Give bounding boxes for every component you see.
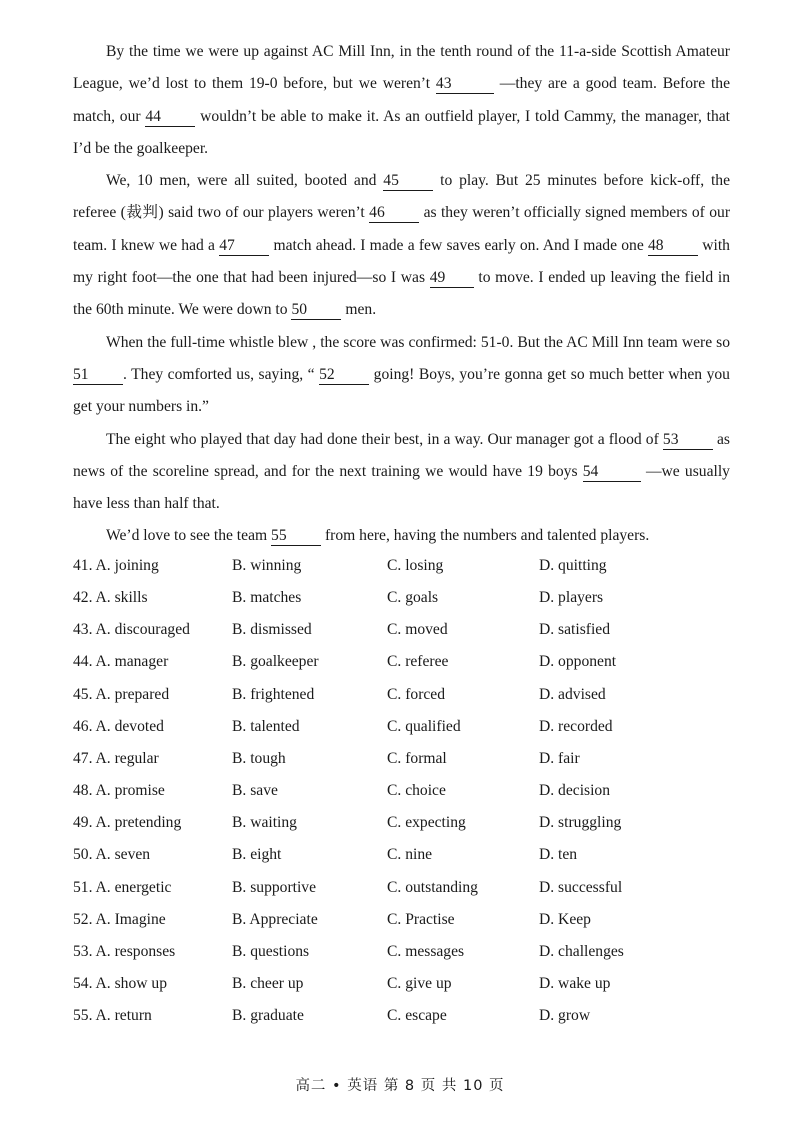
text-segment: The eight who played that day had done their best, in a way. Our manager got a flood of — [106, 430, 659, 448]
text-segment: to play. But 25 minutes before kick-off, the referee (裁判) said two of our players weren’t — [73, 172, 731, 222]
option-b[interactable]: B. Appreciate — [232, 910, 318, 928]
option-c[interactable]: C. formal — [387, 749, 447, 767]
option-c[interactable]: C. Practise — [387, 910, 455, 928]
blank-55[interactable]: 55 — [271, 527, 321, 546]
page-footer: 高二 • 英语 第 8 页 共 10 页 — [295, 1078, 505, 1094]
cloze-passage — [73, 36, 730, 553]
option-c[interactable]: C. outstanding — [387, 878, 478, 896]
option-a[interactable]: 49. A. pretending — [73, 814, 182, 832]
answer-options — [73, 551, 753, 1033]
option-row-55 — [73, 1001, 753, 1033]
option-b[interactable]: B. talented — [232, 717, 300, 735]
option-a[interactable]: 42. A. skills — [73, 589, 148, 607]
text-segment: from here, having the numbers and talented players. — [324, 527, 650, 545]
text-segment: with my right foot—the one that had been injured—so I was — [73, 236, 730, 287]
option-d[interactable]: D. successful — [539, 878, 623, 896]
option-row-45 — [73, 680, 753, 712]
option-row-47 — [73, 744, 753, 776]
text-segment: When the full-time whistle blew , the score was confirmed: 51-0. But the AC Mill Inn team were so — [106, 333, 730, 351]
blank-44[interactable]: 44 — [145, 108, 195, 127]
text-segment: as they weren’t officially signed members of our team. I knew we had a — [73, 204, 731, 254]
option-c[interactable]: C. escape — [387, 1007, 447, 1025]
text-segment: match ahead. I made a few saves early on. And I made one — [273, 236, 644, 254]
option-d[interactable]: D. advised — [539, 685, 606, 703]
option-c[interactable]: C. choice — [387, 782, 446, 800]
text-segment: men. — [345, 301, 377, 319]
blank-49[interactable]: 49 — [430, 269, 474, 288]
option-row-44 — [73, 647, 753, 679]
option-c[interactable]: C. qualified — [387, 717, 461, 735]
text-segment: wouldn’t be able to make it. As an outfield player, I told Cammy, the manager, that I’d be the goalkeeper. — [73, 107, 730, 157]
option-a[interactable]: 45. A. prepared — [73, 685, 170, 703]
option-b[interactable]: B. graduate — [232, 1007, 304, 1025]
option-d[interactable]: D. players — [539, 589, 604, 607]
option-row-48 — [73, 776, 753, 808]
option-d[interactable]: D. grow — [539, 1007, 591, 1025]
option-c[interactable]: C. forced — [387, 685, 446, 703]
option-c[interactable]: C. goals — [387, 589, 439, 607]
option-d[interactable]: D. decision — [539, 782, 611, 800]
blank-50[interactable]: 50 — [291, 301, 341, 320]
option-c[interactable]: C. losing — [387, 557, 444, 574]
option-b[interactable]: B. dismissed — [232, 621, 312, 639]
option-b[interactable]: B. questions — [232, 942, 310, 960]
paragraph-3 — [73, 327, 730, 424]
paragraph-1 — [73, 36, 730, 165]
option-d[interactable]: D. wake up — [539, 975, 611, 993]
option-d[interactable]: D. Keep — [539, 910, 591, 928]
option-d[interactable]: D. struggling — [539, 814, 622, 832]
option-b[interactable]: B. eight — [232, 846, 282, 864]
option-a[interactable]: 41. A. joining — [73, 557, 159, 574]
blank-52[interactable]: 52 — [319, 366, 369, 385]
option-c[interactable]: C. expecting — [387, 814, 466, 832]
option-b[interactable]: B. cheer up — [232, 975, 304, 993]
blank-46[interactable]: 46 — [369, 204, 419, 223]
option-d[interactable]: D. ten — [539, 846, 578, 864]
blank-54[interactable]: 54 — [583, 463, 641, 482]
option-row-42 — [73, 583, 753, 615]
option-c[interactable]: C. give up — [387, 975, 452, 993]
option-a[interactable]: 52. A. Imagine — [73, 910, 166, 928]
option-a[interactable]: 50. A. seven — [73, 846, 151, 864]
option-a[interactable]: 47. A. regular — [73, 749, 159, 767]
option-b[interactable]: B. goalkeeper — [232, 653, 319, 671]
text-segment: We’d love to see the team — [106, 527, 268, 545]
text-segment: . They comforted us, saying, “ — [123, 365, 315, 383]
option-a[interactable]: 51. A. energetic — [73, 878, 172, 896]
option-row-49 — [73, 808, 753, 840]
option-b[interactable]: B. waiting — [232, 814, 297, 832]
text-segment: going! Boys, you’re gonna get so much better when you get your numbers in.” — [73, 365, 730, 416]
option-row-53 — [73, 937, 753, 969]
option-d[interactable]: D. quitting — [539, 557, 607, 574]
option-a[interactable]: 54. A. show up — [73, 975, 168, 993]
blank-47[interactable]: 47 — [219, 237, 269, 256]
paragraph-5 — [73, 520, 730, 552]
blank-53[interactable]: 53 — [663, 431, 713, 450]
option-row-46 — [73, 712, 753, 744]
blank-48[interactable]: 48 — [648, 237, 698, 256]
option-row-54 — [73, 969, 753, 1001]
text-segment: as news of the scoreline spread, and for the next training we would have 19 boys — [73, 430, 731, 480]
option-c[interactable]: C. nine — [387, 846, 433, 864]
option-row-43 — [73, 615, 753, 647]
paragraph-2 — [73, 165, 730, 326]
option-b[interactable]: B. frightened — [232, 685, 315, 703]
option-row-52 — [73, 905, 753, 937]
text-segment: —they are a good team. Before the match, our — [73, 75, 730, 125]
blank-45[interactable]: 45 — [383, 172, 433, 191]
option-b[interactable]: B. tough — [232, 749, 286, 767]
text-segment: By the time we were up against AC Mill Inn, in the tenth round of the 11-a-side Scottish Amateur League, we’d lost to them 19-0 before, but we weren’t — [73, 43, 730, 93]
option-b[interactable]: B. save — [232, 782, 278, 800]
option-a[interactable]: 53. A. responses — [73, 942, 176, 960]
option-b[interactable]: B. winning — [232, 557, 302, 574]
text-segment: —we usually have less than half that. — [73, 462, 730, 513]
text-segment: to move. I ended up leaving the field in the 60th minute. We were down to — [73, 269, 730, 319]
option-d[interactable]: D. satisfied — [539, 621, 611, 639]
option-d[interactable]: D. opponent — [539, 653, 617, 671]
option-c[interactable]: C. referee — [387, 653, 449, 671]
option-row-51 — [73, 873, 753, 905]
option-d[interactable]: D. challenges — [539, 942, 624, 960]
paragraph-4 — [73, 424, 730, 521]
text-segment: We, 10 men, were all suited, booted and — [106, 172, 377, 190]
option-a[interactable]: 46. A. devoted — [73, 717, 164, 735]
option-d[interactable]: D. fair — [539, 749, 580, 767]
option-row-50 — [73, 840, 753, 872]
option-a[interactable]: 44. A. manager — [73, 653, 169, 671]
option-b[interactable]: B. matches — [232, 589, 302, 607]
blank-51[interactable]: 51 — [73, 366, 123, 385]
option-a[interactable]: 43. A. discouraged — [73, 621, 190, 639]
option-c[interactable]: C. moved — [387, 621, 448, 639]
blank-43[interactable]: 43 — [436, 75, 494, 94]
option-a[interactable]: 48. A. promise — [73, 782, 165, 800]
option-c[interactable]: C. messages — [387, 942, 465, 960]
option-d[interactable]: D. recorded — [539, 717, 613, 735]
option-a[interactable]: 55. A. return — [73, 1007, 152, 1025]
option-row-41 — [73, 551, 753, 583]
option-b[interactable]: B. supportive — [232, 878, 317, 896]
